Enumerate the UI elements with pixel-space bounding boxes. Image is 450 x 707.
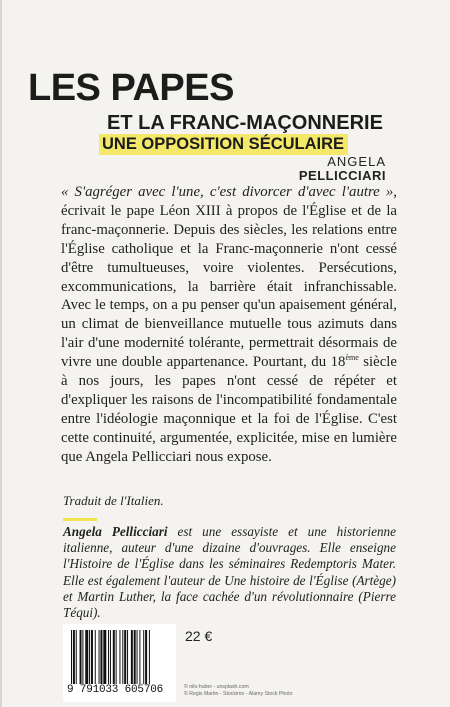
yellow-divider bbox=[63, 518, 97, 521]
photo-credits bbox=[184, 684, 292, 697]
cover-edge bbox=[0, 0, 2, 707]
book-title-line2: ET LA FRANC-MAÇONNERIE bbox=[107, 112, 383, 134]
author-last-name: PELLICCIARI bbox=[298, 168, 386, 183]
author-bio bbox=[63, 524, 396, 621]
isbn-number: 9 791033 605706 bbox=[67, 684, 164, 696]
blurb-text-part2: siècle à nos jours, les papes n'ont cessé de répéter et d'expliquer les raisons de l'incompatibilité fondamentale entre l'idéologie maçonnique et la foi de l'Église. C'est cette continuité, argumentée, explicitée, mise en lumière que Angela Pellicciari nous expose. bbox=[61, 354, 397, 465]
translation-note: Traduit de l'Italien. bbox=[63, 493, 164, 508]
bio-text: est une essayiste et une historienne italienne, auteur d'une dizaine d'ouvrages. Elle enseigne l'Histoire de l'Église dans les séminaires Redemptoris Mater. Elle est également l'auteur de Une histoire de l'Église (Artège) et Martin Luther, la face cachée d'un révolutionnaire (Pierre Téqui). bbox=[63, 524, 396, 621]
bio-author-name: Angela Pellicciari bbox=[63, 524, 168, 539]
book-title: LES PAPES bbox=[28, 67, 234, 109]
back-cover-blurb bbox=[61, 183, 397, 467]
credit-line: © nils-huber - unsplash.com bbox=[184, 684, 249, 690]
barcode-bars bbox=[71, 630, 169, 684]
credit-line: © Regis Martin - Stockimo - Alamy Stock Photo bbox=[184, 690, 293, 697]
isbn-barcode bbox=[63, 624, 176, 702]
author-first-name: ANGELA bbox=[327, 154, 386, 169]
book-subtitle: UNE OPPOSITION SÉCULAIRE bbox=[99, 134, 348, 155]
blurb-text-part1: , écrivait le pape Léon XIII à propos de l'Église et de la franc-maçonnerie. Depuis des siècles, les relations entre l'Église catholique et la Franc-maçonnerie n'ont cessé d'être tumultueuses, voire violentes. Persécutions, excommunications, la barrière était infranchissable. Avec le temps, on a pu penser qu'un apaisement général, un climat de bienveillance mutuelle tous azimuts dans l'air d'une modernité tolérante, permettrait désormais de vivre une double appartenance. Pourtant, du 18 bbox=[61, 184, 397, 371]
blurb-quote: « S'agréger avec l'une, c'est divorcer d'avec l'autre » bbox=[61, 184, 394, 200]
blurb-superscript: ème bbox=[345, 353, 359, 363]
price: 22 € bbox=[185, 628, 213, 644]
